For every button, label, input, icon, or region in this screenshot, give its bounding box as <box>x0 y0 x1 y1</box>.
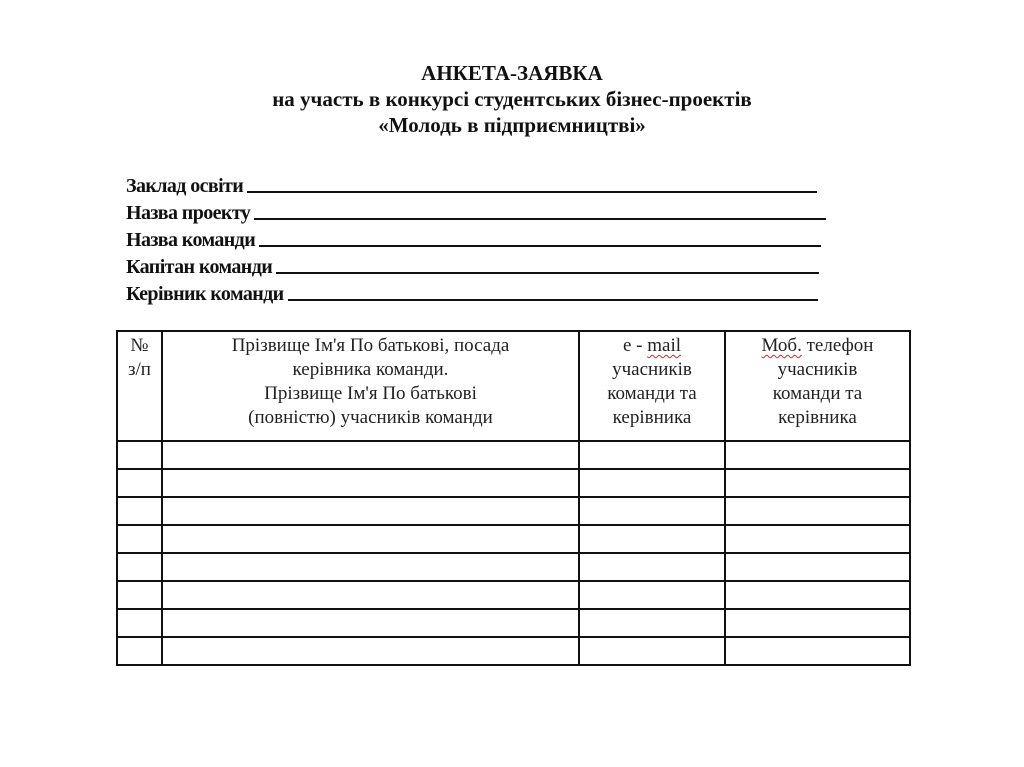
participants-table <box>116 330 911 666</box>
cell-phone[interactable] <box>725 553 910 581</box>
table-row <box>117 441 910 469</box>
table-row <box>117 525 910 553</box>
header-names <box>162 331 579 441</box>
cell-phone[interactable] <box>725 637 910 665</box>
header-text: Прізвище Ім'я По батькові, посада <box>231 335 510 356</box>
header-text: Моб. <box>761 335 802 356</box>
field-label: Капітан команди <box>126 256 273 278</box>
table-row <box>117 637 910 665</box>
field-team-captain[interactable] <box>126 251 866 278</box>
header-number <box>117 331 162 441</box>
table-header-row <box>117 331 910 441</box>
header-text: з/п <box>128 359 151 380</box>
field-input-line[interactable] <box>254 218 826 220</box>
cell-email[interactable] <box>579 441 725 469</box>
header-text <box>580 334 724 358</box>
cell-number[interactable] <box>117 469 162 497</box>
cell-email[interactable] <box>579 609 725 637</box>
header-phone <box>725 331 910 441</box>
cell-names[interactable] <box>162 609 579 637</box>
field-label: Назва проекту <box>126 202 251 224</box>
header-text <box>726 334 909 358</box>
header-text: команди та <box>772 383 863 404</box>
field-institution[interactable] <box>126 170 866 197</box>
cell-number[interactable] <box>117 441 162 469</box>
field-project-name[interactable] <box>126 197 866 224</box>
cell-email[interactable] <box>579 469 725 497</box>
cell-number[interactable] <box>117 525 162 553</box>
field-input-line[interactable] <box>288 299 818 301</box>
field-input-line[interactable] <box>259 245 821 247</box>
header-text: Прізвище Ім'я По батькові <box>264 383 477 404</box>
cell-email[interactable] <box>579 497 725 525</box>
cell-phone[interactable] <box>725 497 910 525</box>
header-text: керівника команди. <box>292 359 449 380</box>
cell-phone[interactable] <box>725 469 910 497</box>
field-label: Заклад освіти <box>126 175 244 197</box>
field-input-line[interactable] <box>247 191 817 193</box>
cell-names[interactable] <box>162 525 579 553</box>
header-text: команди та <box>607 383 697 404</box>
cell-names[interactable] <box>162 497 579 525</box>
cell-phone[interactable] <box>725 441 910 469</box>
cell-number[interactable] <box>117 581 162 609</box>
cell-email[interactable] <box>579 553 725 581</box>
cell-phone[interactable] <box>725 525 910 553</box>
cell-email[interactable] <box>579 637 725 665</box>
cell-number[interactable] <box>117 497 162 525</box>
cell-number[interactable] <box>117 609 162 637</box>
cell-names[interactable] <box>162 553 579 581</box>
cell-number[interactable] <box>117 553 162 581</box>
cell-number[interactable] <box>117 637 162 665</box>
cell-email[interactable] <box>579 525 725 553</box>
header-text: mail <box>647 335 682 356</box>
form-fields <box>126 170 866 305</box>
cell-names[interactable] <box>162 441 579 469</box>
table-row <box>117 581 910 609</box>
cell-phone[interactable] <box>725 609 910 637</box>
table-body <box>117 441 910 665</box>
contest-name: «Молодь в підприємництві» <box>378 113 646 137</box>
header-text: керівника <box>612 407 692 428</box>
table-row <box>117 609 910 637</box>
field-team-name[interactable] <box>126 224 866 251</box>
header-text: телефон <box>801 335 874 356</box>
cell-names[interactable] <box>162 581 579 609</box>
header-text: учасників <box>612 359 692 380</box>
field-team-leader[interactable] <box>126 278 866 305</box>
document-header <box>0 60 1024 138</box>
field-label: Назва команди <box>126 229 256 251</box>
cell-phone[interactable] <box>725 581 910 609</box>
table-row <box>117 553 910 581</box>
cell-names[interactable] <box>162 469 579 497</box>
document-subtitle: на участь в конкурсі студентських бізнес-проектів <box>272 87 752 111</box>
table-row <box>117 469 910 497</box>
field-input-line[interactable] <box>276 272 819 274</box>
header-text: учасників <box>777 359 858 380</box>
header-text: керівника <box>778 407 857 428</box>
cell-names[interactable] <box>162 637 579 665</box>
field-label: Керівник команди <box>126 283 284 305</box>
header-text: е - <box>622 335 648 356</box>
document-title: АНКЕТА-ЗАЯВКА <box>421 61 603 85</box>
header-email <box>579 331 725 441</box>
cell-email[interactable] <box>579 581 725 609</box>
table-row <box>117 497 910 525</box>
header-text: (повністю) учасників команди <box>248 407 493 428</box>
header-text: № <box>130 335 149 356</box>
